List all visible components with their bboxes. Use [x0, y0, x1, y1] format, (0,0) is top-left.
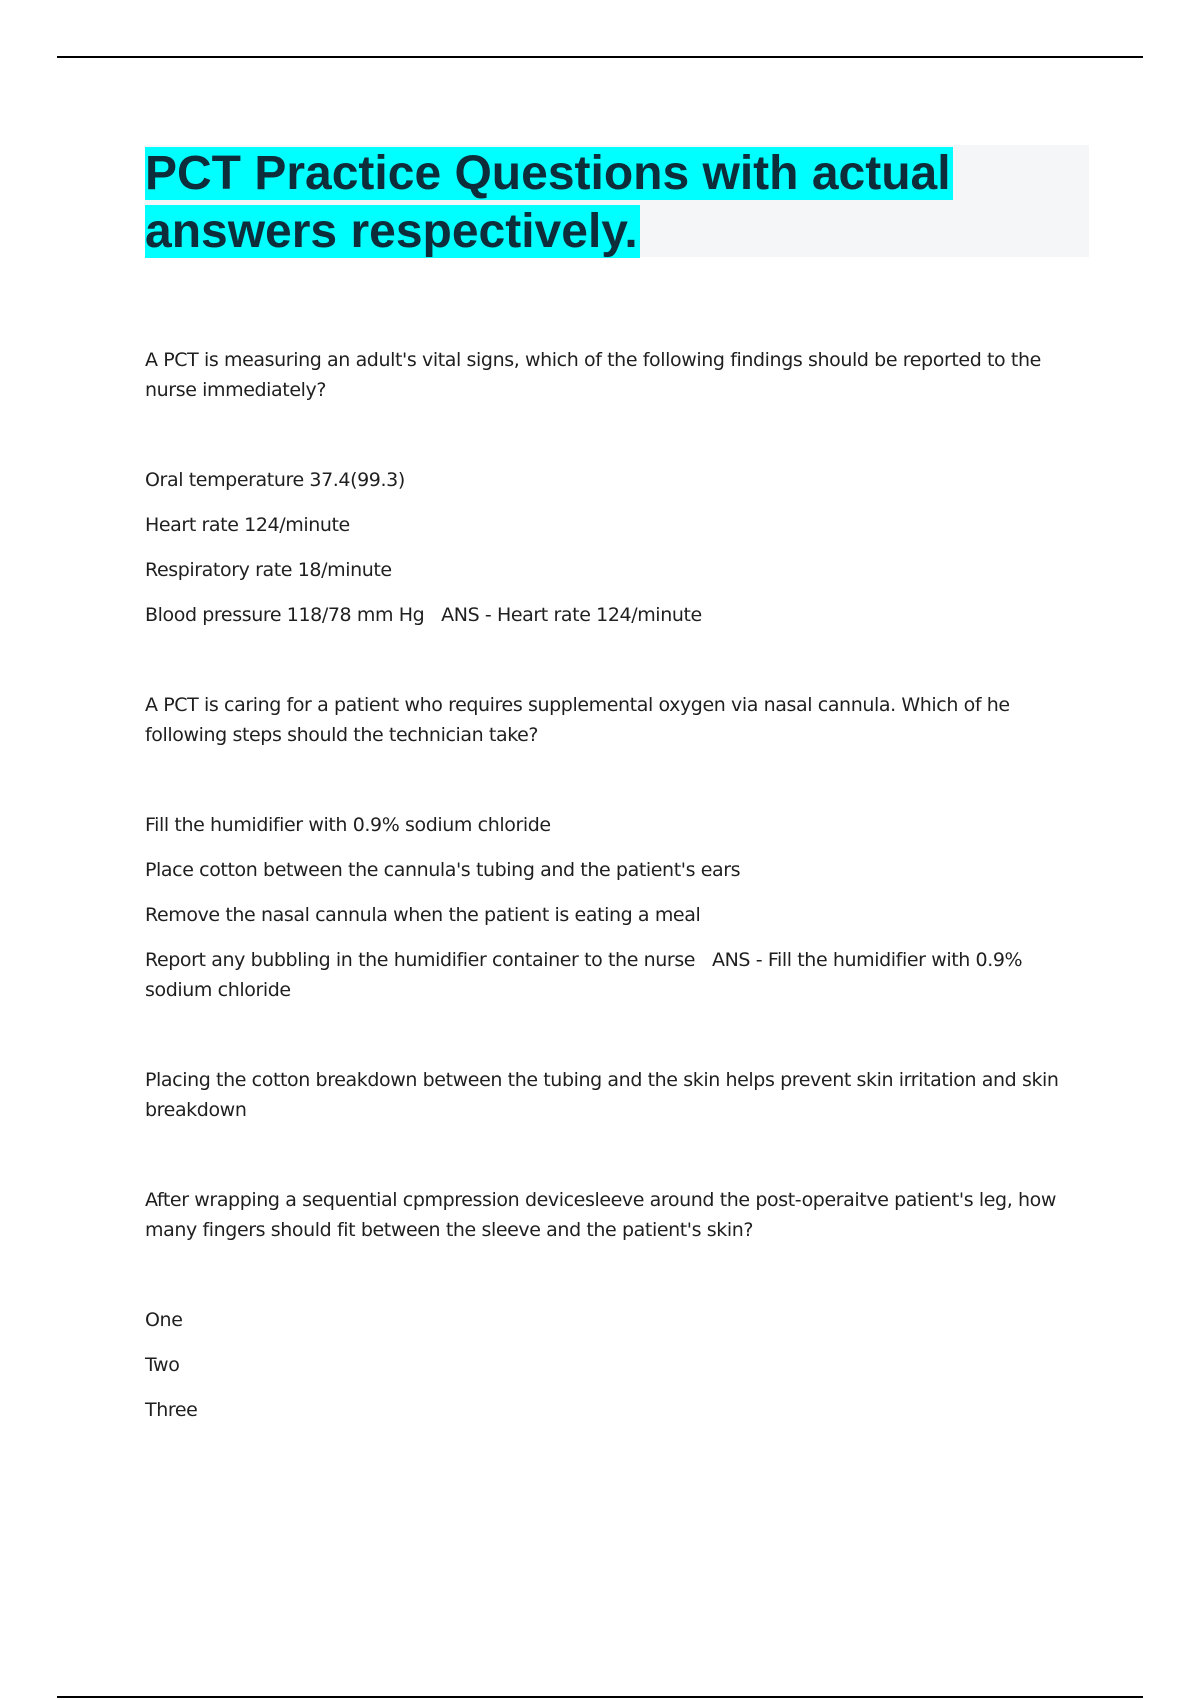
- document-body: [145, 345, 1089, 1440]
- q3-option-2: Two: [145, 1354, 180, 1376]
- question-3: After wrapping a sequential cpmpression devicesleeve around the post-operaitve patient's leg, how many fingers should fit between the sleeve and the patient's skin?: [145, 1189, 1057, 1241]
- q2-option-3: Remove the nasal cannula when the patient is eating a meal: [145, 904, 701, 926]
- q2-option-4-answer: Report any bubbling in the humidifier container to the nurse ANS - Fill the humidifier with 0.9% sodium chloride: [145, 949, 1028, 1001]
- question-2: A PCT is caring for a patient who requires supplemental oxygen via nasal cannula. Which of he following steps should the technician take?: [145, 694, 1010, 746]
- question-1: A PCT is measuring an adult's vital signs, which of the following findings should be reported to the nurse immediately?: [145, 349, 1041, 401]
- q2-option-2: Place cotton between the cannula's tubing and the patient's ears: [145, 859, 741, 881]
- q3-option-1: One: [145, 1309, 183, 1331]
- q1-option-1: Oral temperature 37.4(99.3): [145, 469, 405, 491]
- title-block: [145, 145, 1089, 257]
- q2-option-1: Fill the humidifier with 0.9% sodium chloride: [145, 814, 551, 836]
- bottom-rule: [57, 1696, 1143, 1698]
- q2-rationale: Placing the cotton breakdown between the tubing and the skin helps prevent skin irritation and skin breakdown: [145, 1069, 1059, 1121]
- q1-option-3: Respiratory rate 18/minute: [145, 559, 392, 581]
- title-line-1: PCT Practice Questions with actual: [145, 147, 951, 200]
- title-line-2: answers respectively.: [145, 205, 638, 258]
- q1-option-4-answer: Blood pressure 118/78 mm Hg ANS - Heart rate 124/minute: [145, 604, 702, 626]
- top-rule: [57, 56, 1143, 58]
- document-title: [145, 145, 1089, 261]
- q3-option-3: Three: [145, 1399, 198, 1421]
- q1-option-2: Heart rate 124/minute: [145, 514, 350, 536]
